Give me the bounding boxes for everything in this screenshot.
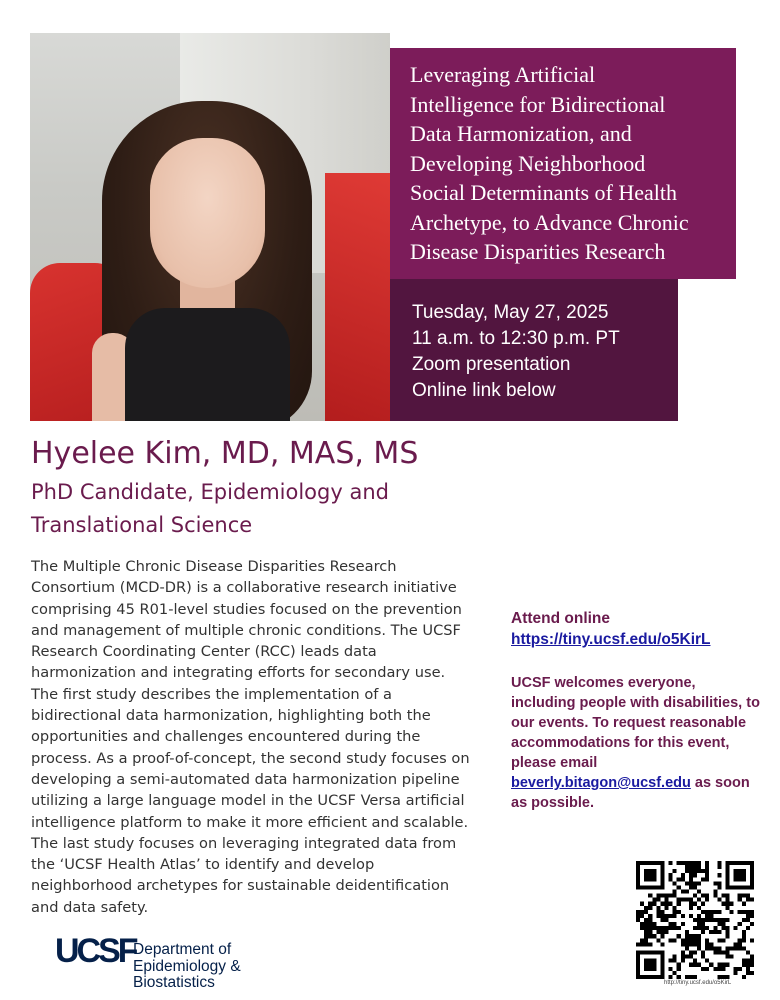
speaker-role: PhD Candidate, Epidemiology and Translational Science — [31, 480, 389, 537]
photo-face — [150, 138, 265, 288]
speaker-photo — [30, 33, 390, 421]
qr-code[interactable] — [636, 861, 754, 979]
department-name: Department of Epidemiology & Biostatistics — [133, 941, 241, 991]
accessibility-note — [511, 673, 761, 813]
talk-title: Leveraging Artificial Intelligence for Bidirectional Data Harmonization, and Developing Neighborhood Social Determinants of Health Archetype, to Advance Chronic Disease Disparities Research — [410, 62, 689, 264]
speaker-name: Hyelee Kim, MD, MAS, MS — [31, 436, 419, 471]
abstract-text: The Multiple Chronic Disease Disparities Research Consortium (MCD-DR) is a collaborative research initiative comprising 45 R01-level studies focused on the prevention and management of multiple chronic conditions. The UCSF Research Coordinating Center (RCC) leads data harmonization and integrating efforts for secondary use. The first study describes the implementation of a bidirectional data harmonization, highlighting both the opportunities and challenges encountered during the process. As a proof-of-concept, the second study focuses on developing a semi-automated data harmonization pipeline utilizing a large language model in the UCSF Versa artificial intelligence platform to make it more efficient and scalable. The last study focuses on leveraging integrated data from the ‘UCSF Health Atlas’ to identify and develop neighborhood archetypes for sustainable deidentification and data safety. — [31, 558, 470, 916]
attend-heading: Attend online — [511, 610, 611, 627]
accessibility-text: UCSF welcomes everyone, including people with disabilities, to our events. To request reasonable accommodations for this event, please email — [511, 675, 760, 771]
photo-red-chair-right — [325, 173, 390, 421]
accessibility-text-end: as soon as possible. — [511, 775, 750, 811]
event-time: 11 a.m. to 12:30 p.m. PT — [412, 328, 620, 349]
event-format: Zoom presentation — [412, 354, 571, 375]
qr-caption: http://tiny.ucsf.edu/o5KirL — [664, 980, 732, 986]
event-date: Tuesday, May 27, 2025 — [412, 302, 609, 323]
attend-link[interactable]: https://tiny.ucsf.edu/o5KirL — [511, 631, 711, 648]
ucsf-logo — [55, 934, 255, 990]
accessibility-email-link[interactable]: beverly.bitagon@ucsf.edu — [511, 775, 691, 791]
photo-black-top — [125, 308, 290, 421]
ucsf-wordmark: UCSF — [55, 932, 136, 970]
event-link-note: Online link below — [412, 380, 556, 401]
